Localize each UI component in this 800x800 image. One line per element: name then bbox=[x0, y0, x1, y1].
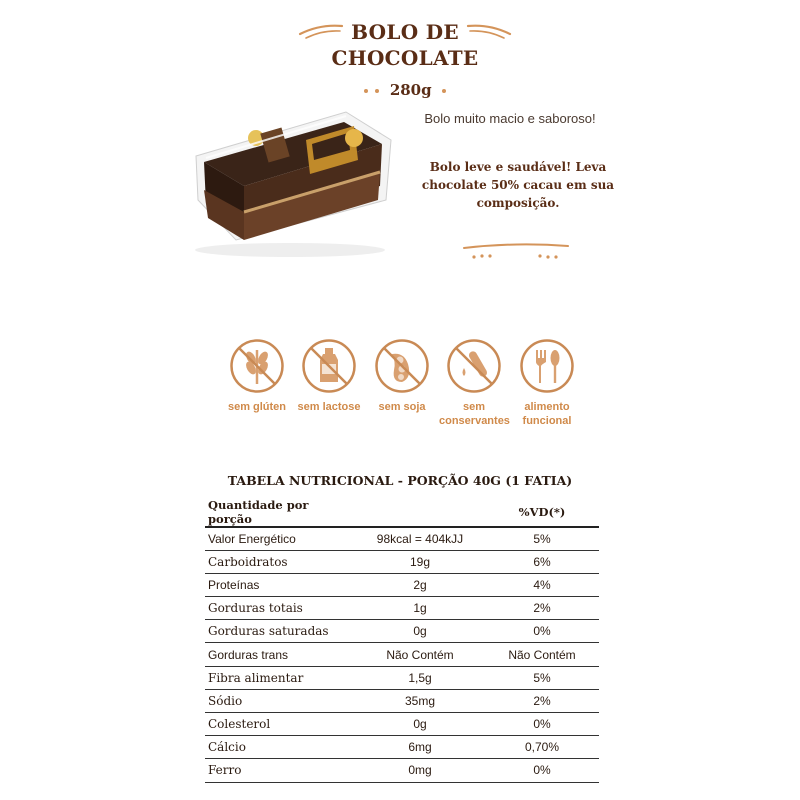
nutrient-daily-value: Não Contém bbox=[485, 643, 599, 666]
product-title-line2: CHOCOLATE bbox=[331, 46, 479, 70]
feature-label: funcional bbox=[522, 415, 572, 427]
table-row bbox=[205, 736, 599, 759]
nutrient-quantity: Não Contém bbox=[355, 643, 485, 666]
nutrient-name: Ferro bbox=[205, 759, 355, 782]
table-row bbox=[205, 643, 599, 666]
cutlery-icon bbox=[519, 338, 575, 394]
nutrient-daily-value: 5% bbox=[485, 666, 599, 689]
header-quantity-per-serving: Quantidade por porção bbox=[205, 498, 355, 527]
dot-ornament bbox=[375, 89, 379, 93]
nutrient-name: Cálcio bbox=[205, 736, 355, 759]
feature-label: alimento bbox=[524, 401, 570, 413]
test-tube-icon bbox=[446, 338, 502, 394]
cake-package-image bbox=[186, 100, 394, 260]
nutrient-name: Gorduras trans bbox=[205, 643, 355, 666]
table-row bbox=[205, 666, 599, 689]
product-title-line1: BOLO DE bbox=[351, 20, 459, 44]
weight-row bbox=[300, 81, 510, 100]
nutrient-quantity: 19g bbox=[355, 550, 485, 573]
table-row bbox=[205, 597, 599, 620]
nutrient-quantity: 35mg bbox=[355, 689, 485, 712]
nutrient-name: Colesterol bbox=[205, 713, 355, 736]
soy-icon bbox=[374, 338, 430, 394]
wheat-icon bbox=[229, 338, 285, 394]
nutrient-quantity: 0mg bbox=[355, 759, 485, 782]
description-line: chocolate 50% cacau em sua bbox=[421, 178, 615, 192]
dot-ornament bbox=[364, 89, 368, 93]
product-weight: 280g bbox=[389, 81, 432, 99]
nutrition-header-row bbox=[205, 498, 599, 527]
product-description bbox=[408, 158, 628, 212]
header-daily-value: %VD(*) bbox=[485, 498, 599, 527]
feature-soy-free bbox=[367, 338, 437, 414]
description-line: composição. bbox=[476, 196, 560, 210]
feature-label: conservantes bbox=[439, 415, 510, 427]
nutrient-quantity: 6mg bbox=[355, 736, 485, 759]
feature-label: sem soja bbox=[378, 401, 426, 413]
nutrition-table-title: TABELA NUTRICIONAL - PORÇÃO 40G (1 FATIA) bbox=[227, 473, 573, 488]
table-row bbox=[205, 527, 599, 550]
nutrient-quantity: 0g bbox=[355, 620, 485, 643]
nutrient-name: Fibra alimentar bbox=[205, 666, 355, 689]
nutrient-daily-value: 0% bbox=[485, 713, 599, 736]
nutrient-daily-value: 4% bbox=[485, 573, 599, 596]
table-row bbox=[205, 620, 599, 643]
dot-ornament bbox=[442, 89, 446, 93]
nutrition-table bbox=[205, 498, 599, 783]
feature-label: sem lactose bbox=[297, 401, 361, 413]
nutrient-name: Proteínas bbox=[205, 573, 355, 596]
nutrient-quantity: 98kcal = 404kJJ bbox=[355, 527, 485, 550]
nutrient-daily-value: 2% bbox=[485, 597, 599, 620]
feature-functional-food bbox=[512, 338, 582, 428]
nutrient-daily-value: 5% bbox=[485, 527, 599, 550]
table-row bbox=[205, 713, 599, 736]
nutrient-daily-value: 0% bbox=[485, 620, 599, 643]
nutrient-name: Gorduras totais bbox=[205, 597, 355, 620]
nutrient-quantity: 1,5g bbox=[355, 666, 485, 689]
nutrient-daily-value: 2% bbox=[485, 689, 599, 712]
nutrient-daily-value: 6% bbox=[485, 550, 599, 573]
table-row bbox=[205, 573, 599, 596]
nutrient-quantity: 2g bbox=[355, 573, 485, 596]
feature-label: sem glúten bbox=[227, 401, 287, 413]
nutrient-name: Carboidratos bbox=[205, 550, 355, 573]
feature-preservative-free bbox=[439, 338, 509, 428]
nutrition-table-body bbox=[205, 527, 599, 782]
product-tagline: Bolo muito macio e saboroso! bbox=[424, 111, 596, 126]
feature-gluten-free bbox=[222, 338, 292, 414]
nutrient-name: Valor Energético bbox=[205, 527, 355, 550]
swoosh-right-ornament bbox=[464, 20, 514, 40]
product-title-block bbox=[300, 18, 510, 98]
table-row bbox=[205, 689, 599, 712]
nutrient-daily-value: 0,70% bbox=[485, 736, 599, 759]
nutrient-name: Sódio bbox=[205, 689, 355, 712]
feature-lactose-free bbox=[294, 338, 364, 414]
decorative-divider bbox=[460, 240, 572, 262]
nutrient-daily-value: 0% bbox=[485, 759, 599, 782]
table-row bbox=[205, 550, 599, 573]
nutrient-quantity: 1g bbox=[355, 597, 485, 620]
description-line: Bolo leve e saudável! Leva bbox=[429, 160, 607, 174]
feature-label: sem bbox=[462, 401, 486, 413]
feature-icons-row bbox=[222, 338, 582, 438]
header-quantity bbox=[355, 498, 485, 527]
milk-bottle-icon bbox=[301, 338, 357, 394]
nutrient-name: Gorduras saturadas bbox=[205, 620, 355, 643]
nutrient-quantity: 0g bbox=[355, 713, 485, 736]
table-row bbox=[205, 759, 599, 782]
